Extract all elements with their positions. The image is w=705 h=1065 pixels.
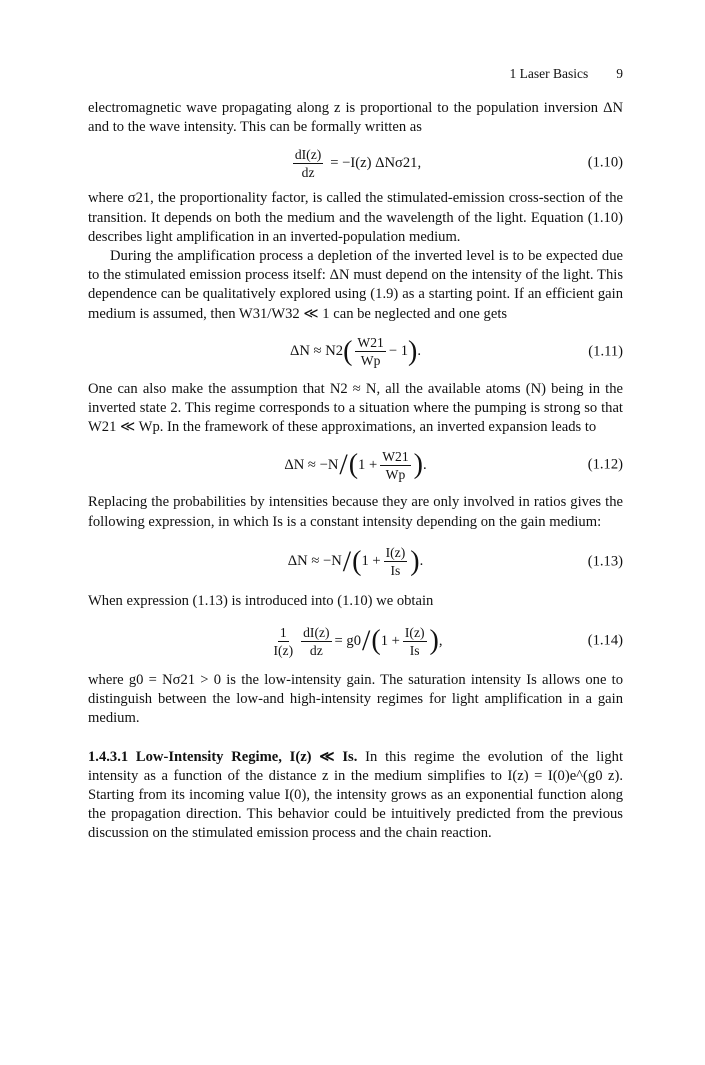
running-header	[510, 66, 623, 82]
eq-1-11-label: (1.11)	[588, 343, 623, 360]
eq-1-10-label: (1.10)	[587, 154, 623, 171]
section-1-4-3-1	[88, 748, 623, 844]
paragraph-6: When expression (1.13) is introduced into (1.10) we obtain	[88, 592, 434, 609]
eq-1-11-denominator: Wp	[360, 353, 381, 369]
eq-1-13-lhs: ΔN ≈ −N	[287, 553, 342, 570]
eq-1-13-denominator: Is	[390, 563, 401, 579]
eq-1-12-numerator: W21	[382, 448, 409, 464]
eq-1-14-fraction-1	[272, 625, 296, 658]
page-number: 9	[616, 66, 623, 81]
eq-1-14-mid: = g0	[334, 632, 362, 649]
equation-1-13: ΔN ≈ −N / ( 1 + $\frac{I(z)}{Is}$ ) . (1.13)	[287, 544, 623, 579]
eq-1-13-fraction	[384, 545, 408, 578]
eq-1-14-f2-denominator: dz	[309, 642, 323, 658]
eq-1-13-label: (1.13)	[587, 553, 623, 570]
eq-1-14-f3-denominator: Is	[409, 642, 420, 658]
eq-1-13-numerator: I(z)	[385, 545, 406, 561]
section-body: In this regime the evolution of the light intensity as a function of the distance z in the medium simplifies to I(z) = I(0)e^(g0 z). Starting from its incoming value I(0), the intensity grows as an exponential function along the propagation direction. This behavior could be intuitively predicted from the previous discussion on the stimulated emission process and the chain reaction.	[88, 748, 624, 842]
eq-1-11-lhs: ΔN ≈ N2	[289, 343, 344, 360]
eq-1-12-fraction	[380, 449, 410, 482]
eq-1-11-fraction	[355, 335, 385, 368]
eq-1-12-lhs: ΔN ≈ −N	[284, 456, 339, 473]
eq-1-10-denominator: dz	[301, 164, 315, 180]
eq-1-11-numerator: W21	[357, 335, 384, 351]
equation-1-11: ΔN ≈ N2 ( $\frac{W21}{Wp}$ − 1 ) . (1.11)	[289, 335, 623, 369]
paragraph-3: During the amplification process a depletion of the inverted level is to be expected due to the stimulated emission process itself: ΔN must depend on the intensity of the light. This dependence can be qualitatively explored using (1.9) as a starting point. If an efficient gain medium is assumed, then W31/W32 ≪ 1 can be neglected and one gets	[88, 248, 623, 322]
eq-1-10-numerator: dI(z)	[294, 146, 322, 162]
eq-1-14-f3-numerator: I(z)	[404, 624, 425, 640]
eq-1-10-fraction	[293, 147, 323, 180]
eq-1-14-f1-numerator: 1	[279, 624, 287, 640]
eq-1-12-denominator: Wp	[385, 466, 406, 482]
paragraph-2: where σ21, the proportionality factor, is called the stimulated-emission cross-section of the transition. It depends on both the medium and the wavelength of the light. Equation (1.10) describes light amplification in an inverted-population medium.	[88, 190, 623, 245]
eq-1-14-fraction-2	[301, 625, 331, 658]
section-heading: 1.4.3.1 Low-Intensity Regime, I(z) ≪ Is.	[88, 748, 358, 765]
paragraph-5: Replacing the probabilities by intensities because they are only involved in ratios gives the following expression, in which Is is a constant intensity depending on the gain medium:	[88, 494, 623, 530]
eq-1-11-tail: − 1	[388, 343, 409, 360]
equation-1-14: $\frac{1}{I(z)}$ $\frac{dI(z)}{dz}$ = g0 / ( 1 + $\frac{I(z)}{Is}$ ) , (1.14)	[273, 624, 623, 658]
eq-1-14-fraction-3	[403, 625, 427, 658]
eq-1-10-rhs: = −I(z) ΔNσ21,	[330, 154, 422, 171]
equation-1-12: ΔN ≈ −N / ( 1 + $\frac{W21}{Wp}$ ) . (1.12)	[284, 448, 623, 482]
paragraph-4: One can also make the assumption that N2 ≈ N, all the available atoms (N) being in the inverted state 2. This regime corresponds to a situation where the pumping is strong so that W21 ≪ Wp. In the framework of these approximations, an inverted expansion leads to	[88, 380, 623, 436]
running-title: 1 Laser Basics	[509, 66, 589, 81]
equation-1-10	[88, 137, 623, 189]
paragraph-1: electromagnetic wave propagating along z is proportional to the population inversion ΔN and to the wave intensity. This can be formally written as	[88, 100, 623, 136]
eq-1-14-f1-denominator: I(z)	[273, 642, 294, 658]
paragraph-7: where g0 = Nσ21 > 0 is the low-intensity gain. The saturation intensity Is allows one to distinguish between the low-and high-intensity regimes for light amplification in a gain medium.	[88, 672, 623, 727]
body-text	[88, 99, 623, 844]
eq-1-14-label: (1.14)	[587, 632, 623, 649]
eq-1-14-f2-numerator: dI(z)	[303, 624, 330, 640]
eq-1-12-label: (1.12)	[587, 456, 623, 473]
